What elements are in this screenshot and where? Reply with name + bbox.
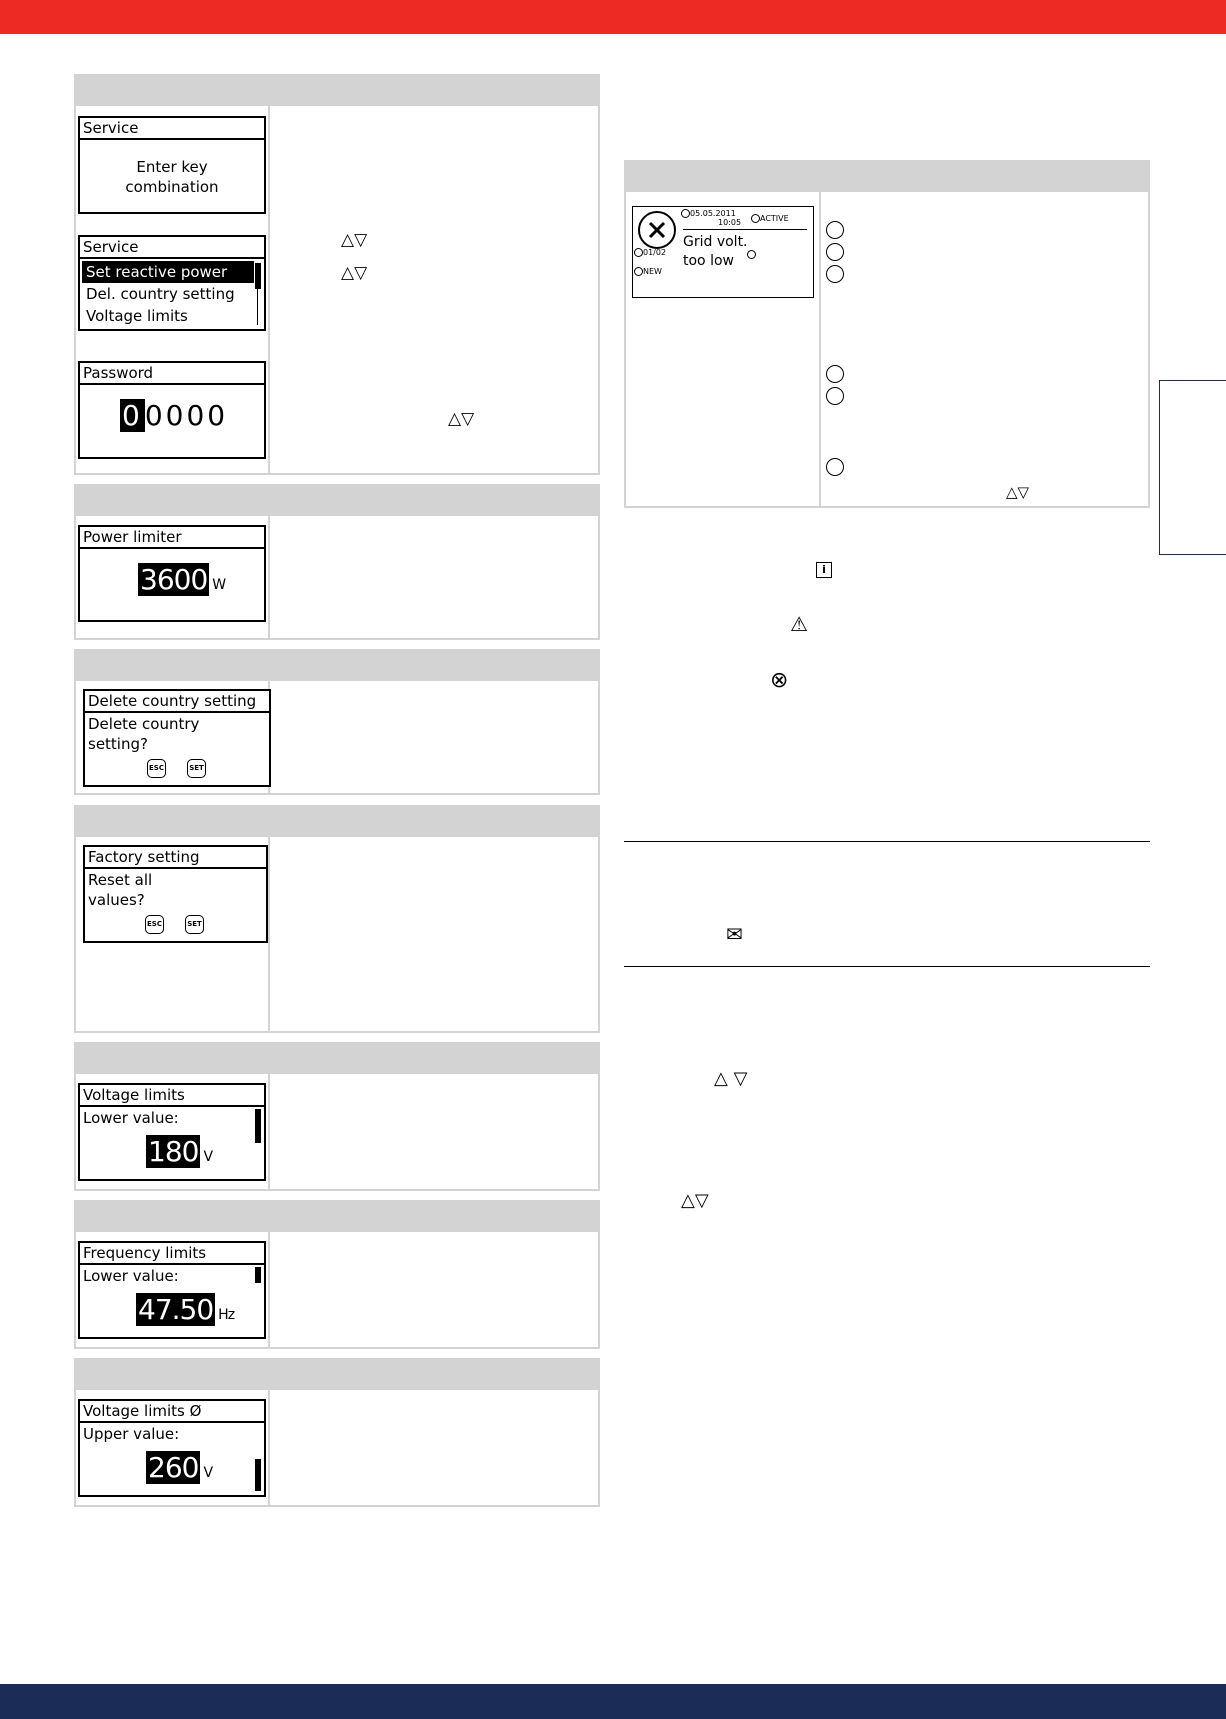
section-delete-country bbox=[74, 649, 600, 795]
callout-number-circle bbox=[826, 243, 844, 261]
voltage-value-display[interactable] bbox=[146, 1135, 212, 1168]
esc-button[interactable]: ESC bbox=[147, 759, 166, 778]
section-header bbox=[76, 1202, 598, 1232]
lcd-service-enter bbox=[78, 116, 266, 214]
section-voltage-limits-avg bbox=[74, 1358, 600, 1507]
section-power-limiter bbox=[74, 484, 600, 640]
voltage-avg-value-display[interactable] bbox=[146, 1451, 212, 1484]
info-icon: i bbox=[816, 562, 832, 578]
divider-line bbox=[624, 966, 1150, 967]
password-digits[interactable] bbox=[120, 399, 228, 432]
frequency-value-display[interactable] bbox=[136, 1293, 234, 1326]
event-flag bbox=[634, 267, 662, 276]
callout-number-circle bbox=[826, 265, 844, 283]
callout-marker bbox=[747, 250, 756, 259]
up-down-arrows-icon: △▽ bbox=[448, 409, 475, 429]
event-flag-text: NEW bbox=[643, 267, 662, 276]
lcd-label: Upper value: bbox=[83, 1425, 180, 1443]
section-event-message bbox=[624, 160, 1150, 508]
lcd-title: Factory setting bbox=[85, 847, 266, 869]
callout-marker bbox=[751, 214, 760, 223]
section-frequency-limits bbox=[74, 1200, 600, 1349]
lcd-event-message bbox=[632, 206, 814, 298]
section-service bbox=[74, 74, 600, 475]
event-status bbox=[751, 214, 789, 223]
power-unit: W bbox=[212, 577, 226, 593]
scrollbar[interactable] bbox=[255, 1459, 261, 1491]
lcd-title: Password bbox=[80, 363, 264, 385]
up-down-arrows-icon: △▽ bbox=[681, 1190, 709, 1211]
lcd-factory-setting bbox=[83, 845, 268, 943]
section-header bbox=[76, 486, 598, 516]
lcd-title: Voltage limits bbox=[80, 1085, 264, 1107]
lcd-line: Delete country bbox=[88, 715, 200, 733]
event-counter-text: 01/02 bbox=[643, 248, 667, 257]
up-down-arrows-icon: △▽ bbox=[341, 230, 368, 250]
event-message-line: too low bbox=[683, 253, 734, 269]
error-icon bbox=[637, 210, 677, 250]
callout-marker bbox=[634, 267, 643, 276]
lcd-title: Delete country setting bbox=[85, 691, 269, 713]
set-button[interactable]: SET bbox=[187, 759, 206, 778]
menu-item-del-country-setting[interactable]: Del. country setting bbox=[86, 285, 235, 303]
lcd-line: combination bbox=[125, 178, 219, 196]
lcd-delete-country bbox=[83, 689, 271, 787]
section-header bbox=[626, 162, 1148, 192]
section-factory-setting bbox=[74, 805, 600, 1033]
bottom-color-bar bbox=[0, 1684, 1226, 1719]
esc-button[interactable]: ESC bbox=[145, 915, 164, 934]
frequency-unit: Hz bbox=[218, 1307, 235, 1323]
menu-item-voltage-limits[interactable]: Voltage limits bbox=[86, 307, 188, 325]
voltage-unit: V bbox=[203, 1149, 213, 1165]
lcd-service-menu bbox=[78, 235, 266, 331]
scrollbar[interactable] bbox=[255, 1109, 261, 1143]
voltage-upper-value[interactable]: 260 bbox=[148, 1451, 199, 1484]
event-counter bbox=[634, 248, 666, 257]
callout-number-circle bbox=[826, 221, 844, 239]
lcd-frequency-limits bbox=[78, 1241, 266, 1339]
section-voltage-limits bbox=[74, 1042, 600, 1191]
side-tab-marker bbox=[1159, 380, 1226, 555]
lcd-label: Lower value: bbox=[83, 1267, 179, 1285]
section-header bbox=[76, 1044, 598, 1074]
section-header bbox=[76, 76, 598, 106]
lcd-line: setting? bbox=[88, 735, 148, 753]
event-time: 10:05 bbox=[718, 218, 742, 227]
divider-line bbox=[624, 841, 1150, 842]
scrollbar-track bbox=[257, 289, 259, 325]
event-date-text: 05.05.2011 bbox=[690, 209, 736, 218]
lcd-line: Enter key bbox=[136, 158, 208, 176]
set-button[interactable]: SET bbox=[185, 915, 204, 934]
callout-number-circle bbox=[826, 458, 844, 476]
scrollbar[interactable] bbox=[255, 1267, 261, 1283]
up-down-arrows-icon: △▽ bbox=[341, 263, 368, 283]
section-header bbox=[76, 651, 598, 681]
lcd-title: Frequency limits bbox=[80, 1243, 264, 1265]
scrollbar[interactable] bbox=[255, 263, 261, 289]
callout-marker bbox=[634, 248, 643, 257]
warning-icon: ⚠ bbox=[790, 612, 808, 636]
up-down-arrows-icon: △▽ bbox=[1006, 483, 1030, 501]
power-value-display[interactable] bbox=[138, 563, 225, 596]
password-remaining-digits: 0000 bbox=[144, 399, 229, 432]
lcd-line: values? bbox=[88, 891, 145, 909]
error-icon: ⊗ bbox=[770, 668, 789, 693]
section-header bbox=[76, 807, 598, 837]
event-divider bbox=[683, 229, 807, 230]
lcd-power-limiter bbox=[78, 525, 266, 622]
lcd-title: Service bbox=[80, 237, 264, 259]
voltage-avg-unit: V bbox=[203, 1465, 213, 1481]
frequency-lower-value[interactable]: 47.50 bbox=[138, 1293, 214, 1326]
menu-item-set-reactive-power[interactable]: Set reactive power bbox=[82, 261, 254, 283]
lcd-voltage-limits-avg bbox=[78, 1399, 266, 1497]
top-color-bar bbox=[0, 0, 1226, 34]
event-status-text: ACTIVE bbox=[760, 214, 789, 223]
event-date bbox=[681, 209, 736, 218]
event-message-line: Grid volt. bbox=[683, 234, 748, 250]
lcd-line: Reset all bbox=[88, 871, 153, 889]
callout-marker bbox=[681, 209, 690, 218]
lcd-title: Voltage limits Ø bbox=[80, 1401, 264, 1423]
up-down-arrows-icon: △ ▽ bbox=[714, 1068, 748, 1089]
lcd-label: Lower value: bbox=[83, 1109, 179, 1127]
callout-number-circle bbox=[826, 387, 844, 405]
lcd-voltage-limits bbox=[78, 1083, 266, 1181]
power-value[interactable]: 3600 bbox=[140, 563, 208, 596]
password-active-digit[interactable]: 0 bbox=[122, 399, 143, 432]
callout-number-circle bbox=[826, 365, 844, 383]
lcd-password bbox=[78, 361, 266, 459]
lcd-title: Power limiter bbox=[80, 527, 264, 549]
section-header bbox=[76, 1360, 598, 1390]
lcd-title: Service bbox=[80, 118, 264, 140]
envelope-icon: ✉ bbox=[726, 922, 743, 946]
voltage-lower-value[interactable]: 180 bbox=[148, 1135, 199, 1168]
